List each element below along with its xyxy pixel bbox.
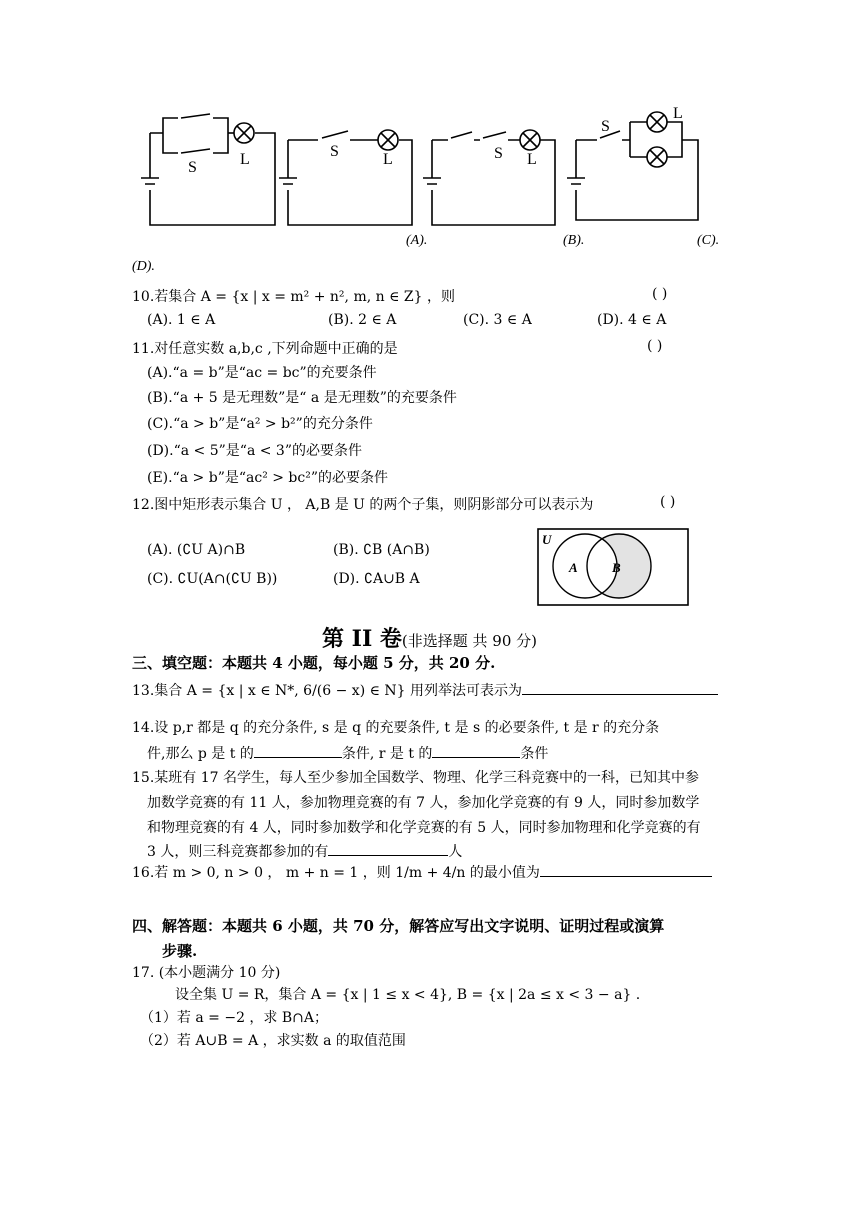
circuit3-label-l: L: [527, 151, 537, 168]
q12-paren: ( ): [660, 494, 676, 510]
section4-heading-line1: 四、解答题：本题共 6 小题，共 70 分，解答应写出文字说明、证明过程或演算: [132, 917, 665, 935]
q15-line3: 和物理竞赛的有 4 人，同时参加数学和化学竞赛的有 5 人，同时参加物理和化学竞赛的有: [147, 820, 701, 836]
venn-diagram: [537, 528, 689, 606]
q17-given: 设全集 U = R，集合 A = {x | 1 ≤ x < 4}, B = {x | 2a ≤ x < 3 − a} .: [175, 987, 641, 1003]
q11-option-e: (E).“a > b”是“ac² > bc²”的必要条件: [147, 470, 389, 486]
q14-answer-blank-2[interactable]: [432, 757, 520, 758]
circuit-diagrams: [0, 0, 860, 240]
q16-answer-blank[interactable]: [540, 876, 712, 877]
q17-head: 17. (本小题满分 10 分): [132, 965, 281, 981]
q14-line2b: 条件, r 是 t 的: [341, 746, 433, 762]
q14-answer-blank-1[interactable]: [254, 757, 342, 758]
q11-paren: ( ): [647, 338, 663, 354]
q14-line2: [147, 743, 548, 763]
venn-label-u: U: [542, 532, 552, 547]
circuit2-label-l: L: [383, 151, 393, 168]
section4-heading-line2: 步骤.: [162, 942, 198, 960]
q13-pre: 13.集合 A = {x | x ∈ N*, 6/(6 − x) ∈ N} 用列举法可表示为: [132, 683, 523, 699]
circuit4-label-l: L: [673, 105, 683, 122]
q9-option-d: (D).: [132, 259, 155, 274]
section3-heading: 三、填空题：本题共 4 小题，每小题 5 分，共 20 分.: [132, 654, 496, 672]
q16-pre: 16.若 m > 0, n > 0 ， m + n = 1 ，则 1/m + 4/n 的最小值为: [132, 865, 540, 881]
circuit3-label-s: S: [494, 145, 503, 162]
q12-option-c: (C). ∁U(A∩(∁U B)): [147, 571, 278, 587]
q15-answer-blank[interactable]: [328, 855, 448, 856]
part2-title: [322, 622, 537, 653]
q13-text: [132, 680, 718, 700]
q14-line1: 14.设 p,r 都是 q 的充分条件, s 是 q 的充要条件, t 是 s 的必要条件, t 是 r 的充分条: [132, 720, 660, 736]
circuit1-label-l: L: [240, 151, 250, 168]
circuit2-label-s: S: [330, 143, 339, 160]
q12-option-a: (A). (∁U A)∩B: [147, 542, 246, 558]
q9-option-a: (A).: [406, 233, 428, 248]
q9-option-b: (B).: [563, 233, 585, 248]
q10-option-d: (D). 4 ∈ A: [597, 312, 667, 328]
part2-title-sub: (非选择题 共 90 分): [401, 632, 538, 650]
q14-line2c: 条件: [520, 746, 549, 762]
q10-option-c: (C). 3 ∈ A: [463, 312, 532, 328]
q12-option-b: (B). ∁B (A∩B): [333, 542, 430, 558]
q10-paren: ( ): [652, 286, 668, 302]
q11-option-a: (A).“a = b”是“ac = bc”的充要条件: [147, 365, 377, 381]
q15-tail: 人: [448, 844, 463, 860]
q15-line4: [147, 841, 462, 861]
q12-option-d: (D). ∁A∪B A: [333, 571, 420, 587]
q11-option-c: (C).“a > b”是“a² > b²”的充分条件: [147, 416, 373, 432]
q10-option-a: (A). 1 ∈ A: [147, 312, 216, 328]
q10-stem: 10.若集合 A = {x | x = m² + n², m, n ∈ Z} ，则: [132, 289, 455, 305]
q17-part2: （2）若 A∪B = A ，求实数 a 的取值范围: [140, 1033, 406, 1049]
venn-label-b: B: [612, 560, 621, 575]
q17-part1: （1）若 a = −2 ，求 B∩A；: [140, 1010, 329, 1026]
circuit4-label-s: S: [601, 118, 610, 135]
q11-stem: 11.对任意实数 a,b,c ,下列命题中正确的是: [132, 341, 398, 357]
part2-title-main: 第 II 卷: [322, 626, 402, 652]
q14-line2a: 件,那么 p 是 t 的: [147, 746, 254, 762]
q9-option-c: (C).: [697, 233, 720, 248]
q12-stem: 12.图中矩形表示集合 U ， A,B 是 U 的两个子集，则阴影部分可以表示为: [132, 497, 594, 513]
q13-answer-blank[interactable]: [522, 694, 718, 695]
circuit1-label-s: S: [188, 159, 197, 176]
q15-line2: 加数学竞赛的有 11 人，参加物理竞赛的有 7 人，参加化学竞赛的有 9 人，同时参加数学: [147, 795, 700, 811]
q15-line1: 15.某班有 17 名学生，每人至少参加全国数学、物理、化学三科竞赛中的一科，已知其中参: [132, 770, 699, 786]
q16-text: [132, 862, 712, 882]
venn-label-a: A: [569, 560, 578, 575]
q15-line4-text: 3 人，则三科竞赛都参加的有: [147, 844, 329, 860]
q10-option-b: (B). 2 ∈ A: [328, 312, 397, 328]
q11-option-d: (D).“a < 5”是“a < 3”的必要条件: [147, 443, 362, 459]
q11-option-b: (B).“a + 5 是无理数”是“ a 是无理数”的充要条件: [147, 390, 457, 406]
